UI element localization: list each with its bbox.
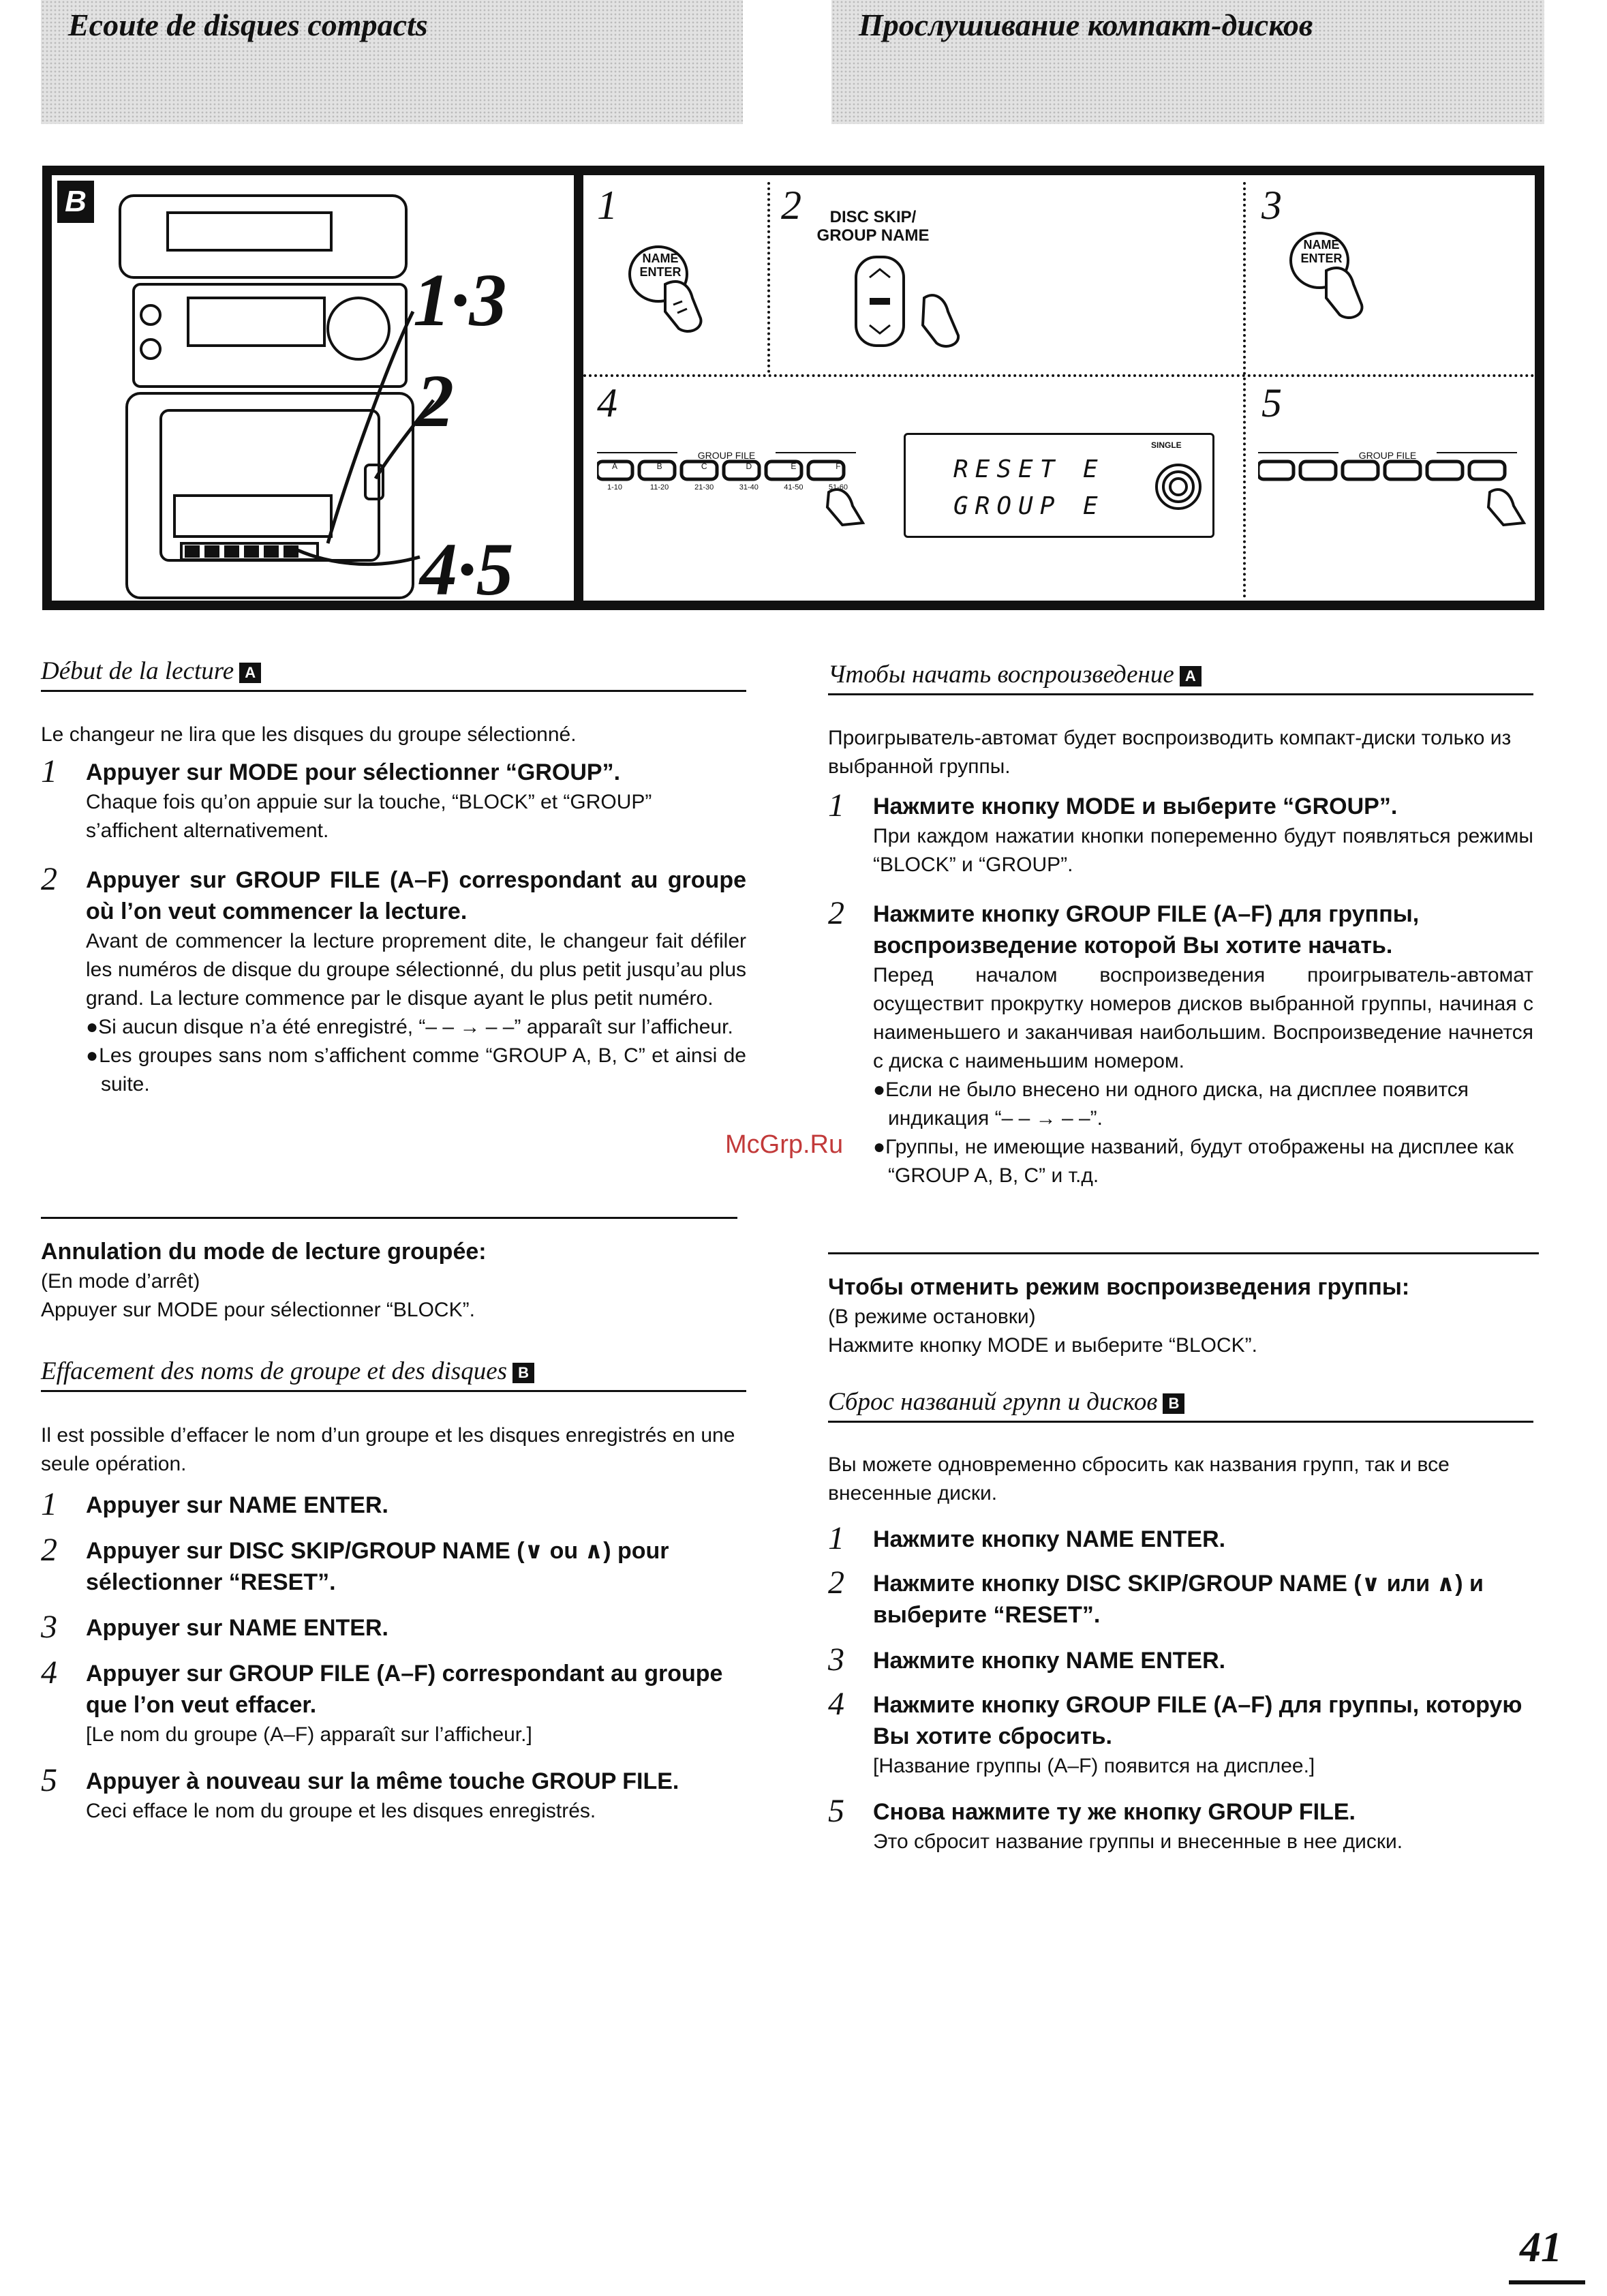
step-title: Appuyer sur NAME ENTER. [86, 1615, 388, 1641]
divider-2-3 [1243, 182, 1246, 598]
step-number: 1 [41, 1486, 57, 1522]
key-e: E [791, 462, 797, 471]
ru-reset-step-1 [828, 1520, 1533, 1556]
fr-erase-step-1 [41, 1486, 746, 1522]
steps-panel [583, 175, 1535, 601]
step-title: Нажмите кнопку GROUP FILE (A–F) для группы, которую Вы хотите сбросить. [873, 1692, 1522, 1749]
fr-start-step-1 [41, 753, 746, 845]
step-title: Appuyer sur DISC SKIP/GROUP NAME (∨ ou ∧) pour sélectionner “RESET”. [86, 1538, 669, 1595]
group-ranges-1 [597, 483, 856, 492]
ru-start-step-2 [828, 895, 1533, 1190]
header-right [831, 0, 1544, 124]
fr-cancel-line-1: (En mode d’arrêt) [41, 1270, 200, 1293]
ru-reset-intro: Вы можете одновременно сбросить как названия групп, так и все внесенные диски. [828, 1453, 1450, 1505]
fr-section-start-title [41, 656, 746, 692]
range-6: 51-60 [828, 483, 848, 492]
header-right-title: Прослушивание компакт-дисков [859, 7, 1313, 42]
figure-b [42, 166, 1544, 610]
step-1-number: 1 [597, 183, 617, 228]
fr-start-intro: Le changeur ne lira que les disques du groupe sélectionné. [41, 723, 577, 746]
figure-badge: B [57, 181, 94, 223]
ru-cancel-line-2: Нажмите кнопку MODE и выберите “BLOCK”. [828, 1334, 1257, 1357]
fr-erase-intro: Il est possible d’effacer le nom d’un groupe et les disques enregistrés en une seule opération. [41, 1424, 735, 1475]
fr-cancel-line-2: Appuyer sur MODE pour sélectionner “BLOCK”. [41, 1299, 475, 1321]
fr-start-title-text: Début de la lecture [41, 657, 234, 685]
divider-horizontal [583, 374, 1535, 377]
ru-reset-step-2 [828, 1565, 1533, 1631]
key-f: F [836, 462, 841, 471]
badge-b-icon: B [1163, 1393, 1184, 1414]
ru-reset-step-4 [828, 1686, 1533, 1781]
watermark: McGrp.Ru [725, 1130, 844, 1159]
range-3: 21-30 [694, 483, 714, 492]
step-title: Appuyer sur NAME ENTER. [86, 1492, 388, 1518]
step-number: 5 [828, 1793, 844, 1829]
step-number: 5 [41, 1762, 57, 1798]
key-d: D [746, 462, 752, 471]
badge-a-icon: A [1180, 666, 1202, 686]
name-enter-label-1: NAME ENTER [639, 252, 682, 279]
lcd-display [904, 433, 1214, 538]
fr-erase-step-4 [41, 1655, 746, 1749]
step-5-number: 5 [1261, 380, 1282, 425]
step-number: 2 [828, 1565, 844, 1601]
range-5: 41-50 [784, 483, 804, 492]
disc-icon [1151, 459, 1206, 514]
step-detail: Перед началом воспроизведения проигрыватель-автомат осуществит прокрутку номеров дисков выбранной группы, начиная с наименьшего и заканчивая наибольшим. Воспроизведение начнется с диска с наименьшим номером. [873, 964, 1533, 1072]
ru-reset-step-3 [828, 1642, 1533, 1678]
ru-reset-title-text: Сброс названий групп и дисков [828, 1388, 1158, 1416]
step-number: 2 [828, 895, 844, 931]
ru-bullet-2: ●Группы, не имеющие названий, будут отображены на дисплее как “GROUP A, B, C” и т.д. [873, 1136, 1514, 1187]
display-line-2: GROUP E [953, 492, 1105, 520]
key-c: C [701, 462, 707, 471]
header-left [41, 0, 743, 124]
page-number-rule [1509, 2280, 1585, 2284]
fr-cancel-title: Annulation du mode de lecture groupée: [41, 1239, 487, 1265]
stereo-illustration-panel [52, 175, 574, 611]
step-number: 1 [41, 753, 57, 789]
ru-bullet-1: ●Если не было внесено ни одного диска, на дисплее появится индикация “– – → – –”. [873, 1078, 1469, 1130]
divider-1-2 [767, 182, 770, 373]
ru-divider [828, 1252, 1539, 1254]
ru-cancel-title: Чтобы отменить режим воспроизведения группы: [828, 1274, 1410, 1300]
step-title: Appuyer sur MODE pour sélectionner “GROUP”. [86, 759, 621, 785]
name-enter-label-2: NAME ENTER [1300, 238, 1343, 265]
step-detail: [Le nom du groupe (A–F) apparaît sur l’afficheur.] [86, 1723, 532, 1746]
fr-erase-title-text: Effacement des noms de groupe et des disques [41, 1357, 508, 1385]
disc-skip-rocker-icon [849, 250, 972, 352]
step-title: Нажмите кнопку NAME ENTER. [873, 1526, 1226, 1552]
step-title: Нажмите кнопку DISC SKIP/GROUP NAME (∨ или ∧) и выберите “RESET”. [873, 1571, 1484, 1628]
ru-cancel-block [828, 1271, 1533, 1360]
step-detail: Avant de commencer la lecture proprement dite, le changeur fait défiler les numéros de disque du groupe sélectionné, du plus petit jusqu’au plus grand. La lecture commence par le disque ayant le plus petit numéro. [86, 930, 746, 1010]
step-number: 4 [828, 1686, 844, 1722]
step-number: 3 [828, 1642, 844, 1678]
fr-bullet-1: ●Si aucun disque n’a été enregistré, “– – → – –” apparaît sur l’afficheur. [86, 1016, 733, 1038]
display-line-1: RESET E [953, 455, 1105, 483]
step-detail: При каждом нажатии кнопки попеременно будут появляться режимы “BLOCK” и “GROUP”. [873, 825, 1533, 876]
step-title: Нажмите кнопку GROUP FILE (A–F) для группы, воспроизведение которой Вы хотите начать. [873, 901, 1420, 958]
group-file-keys-2 [1258, 444, 1544, 526]
step-2-number: 2 [781, 183, 801, 228]
fr-erase-step-2 [41, 1532, 746, 1598]
range-1: 1-10 [607, 483, 623, 492]
fr-erase-step-3 [41, 1609, 746, 1645]
ru-cancel-line-1: (В режиме остановки) [828, 1305, 1036, 1328]
label-2: 2 [416, 359, 454, 442]
step-number: 1 [828, 1520, 844, 1556]
group-file-label-1: GROUP FILE [697, 450, 756, 461]
step-detail: Это сбросит название группы и внесенные в нее диски. [873, 1830, 1403, 1853]
group-file-label-2: GROUP FILE [1358, 450, 1417, 461]
fr-bullet-2: ●Les groupes sans nom s’affichent comme “GROUP A, B, C” et ainsi de suite. [86, 1044, 746, 1096]
page-number: 41 [1520, 2224, 1562, 2271]
step-title: Appuyer sur GROUP FILE (A–F) correspondant au groupe où l’on veut commencer la lecture. [86, 867, 746, 924]
display-single: SINGLE [1151, 440, 1182, 450]
badge-a-icon: A [239, 663, 261, 683]
fr-section-erase-title [41, 1357, 746, 1392]
fr-start-step-2 [41, 861, 746, 1099]
ru-reset-step-5 [828, 1793, 1533, 1856]
range-2: 11-20 [649, 483, 669, 492]
step-title: Appuyer sur GROUP FILE (A–F) correspondant au groupe que l’on veut effacer. [86, 1661, 723, 1718]
fr-erase-step-5 [41, 1762, 746, 1826]
label-1-3: 1·3 [413, 258, 507, 342]
step-detail: Ceci efface le nom du groupe et les disques enregistrés. [86, 1800, 596, 1822]
step-4-number: 4 [597, 380, 617, 425]
ru-start-step-1 [828, 787, 1533, 879]
badge-b-icon: B [512, 1363, 534, 1383]
step-title: Нажмите кнопку MODE и выберите “GROUP”. [873, 794, 1398, 819]
step-detail: [Название группы (A–F) появится на дисплее.] [873, 1755, 1315, 1777]
step-number: 2 [41, 861, 57, 897]
disc-skip-label: DISC SKIP/ GROUP NAME [816, 208, 930, 245]
fr-divider [41, 1217, 737, 1219]
label-4-5: 4·5 [420, 528, 514, 611]
header-left-title: Ecoute de disques compacts [68, 7, 428, 42]
step-title: Снова нажмите ту же кнопку GROUP FILE. [873, 1799, 1356, 1825]
step-number: 4 [41, 1655, 57, 1691]
fr-cancel-block [41, 1236, 746, 1325]
ru-section-start-title [828, 660, 1533, 695]
key-a: A [611, 462, 617, 471]
key-b: B [656, 462, 662, 471]
ru-start-intro: Проигрыватель-автомат будет воспроизводить компакт-диски только из выбранной группы. [828, 727, 1512, 778]
range-4: 31-40 [739, 483, 759, 492]
step-title: Нажмите кнопку NAME ENTER. [873, 1648, 1226, 1674]
step-number: 3 [41, 1609, 57, 1645]
ru-start-title-text: Чтобы начать воспроизведение [828, 661, 1174, 689]
ru-section-reset-title [828, 1387, 1533, 1423]
step-3-number: 3 [1261, 183, 1282, 228]
step-title: Appuyer à nouveau sur la même touche GROUP FILE. [86, 1768, 679, 1794]
step-number: 1 [828, 787, 844, 824]
step-number: 2 [41, 1532, 57, 1568]
step-detail: Chaque fois qu’on appuie sur la touche, “BLOCK” et “GROUP” s’affichent alternativement. [86, 791, 652, 842]
group-keys-letters-1 [597, 462, 856, 471]
